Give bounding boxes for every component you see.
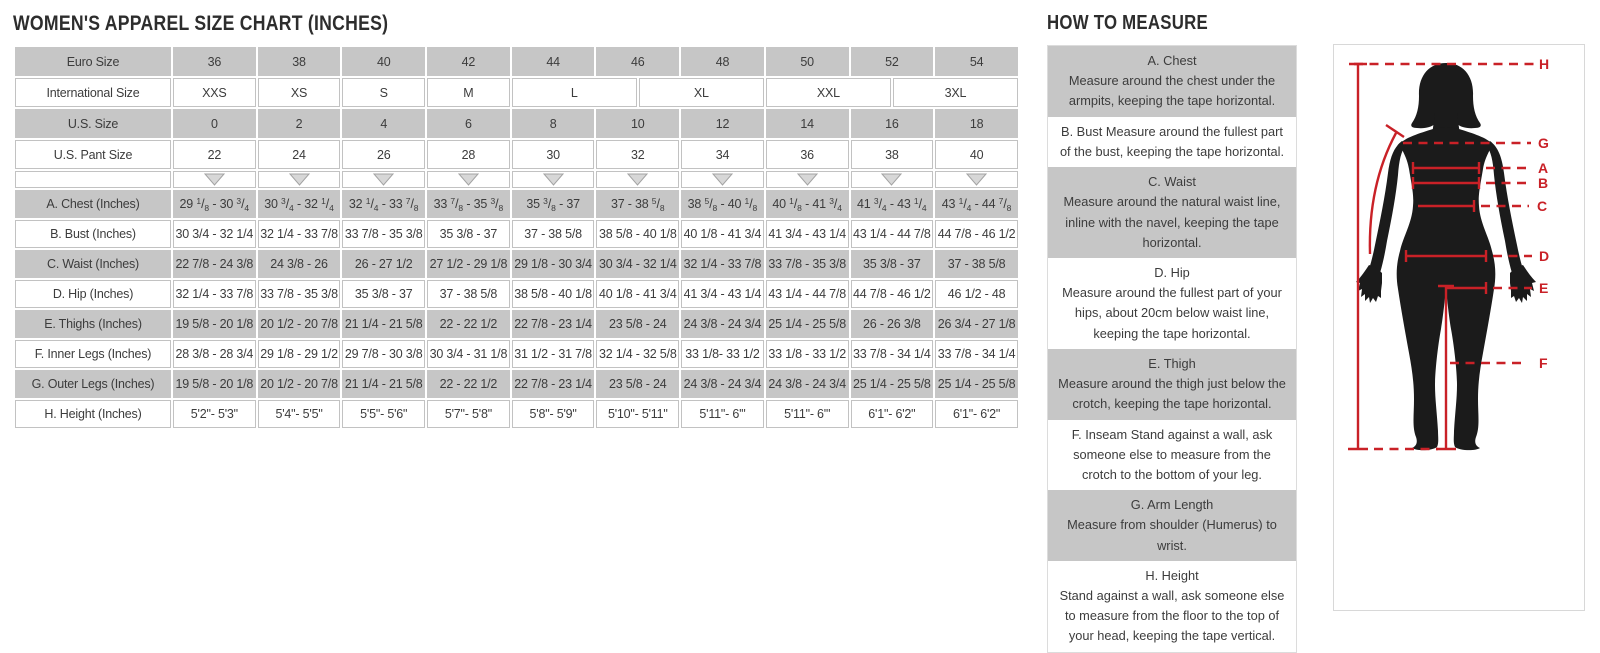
measurement-cell: 26 3/4 - 27 1/8 (935, 310, 1018, 338)
size-cell: 30 (512, 140, 595, 169)
measurement-cell: 5'10"- 5'11" (596, 400, 679, 428)
measurement-cell: 29 $^1/_8 - 30$ $^3/_4$ (173, 190, 256, 218)
size-chart-section (13, 8, 1020, 430)
measure-item-h-height (1048, 561, 1296, 652)
measurement-cell: 41 3/4 - 43 1/4 (681, 280, 764, 308)
measurement-cell: 32 1/4 - 33 7/8 (681, 250, 764, 278)
measurement-cell: 21 1/4 - 21 5/8 (342, 370, 425, 398)
measurement-cell: 24 3/8 - 24 3/4 (681, 310, 764, 338)
measurement-cell: 32 1/4 - 32 5/8 (596, 340, 679, 368)
row-label: C. Waist (Inches) (15, 250, 171, 278)
size-cell: XXS (173, 78, 256, 107)
size-chart-table (13, 45, 1020, 430)
measurement-row-c-waist-inches (15, 250, 1018, 278)
size-cell: 50 (766, 47, 849, 76)
size-cell: 40 (935, 140, 1018, 169)
row-label: U.S. Pant Size (15, 140, 171, 169)
measurement-cell: 33 7/8 - 35 3/8 (342, 220, 425, 248)
size-cell: S (342, 78, 425, 107)
size-cell: 32 (596, 140, 679, 169)
measure-item-title: G. Arm Length (1130, 497, 1214, 513)
size-row-u-s-pant-size (15, 140, 1018, 169)
measurement-cell: 43 1/4 - 44 7/8 (766, 280, 849, 308)
measurement-row-g-outer-legs-inches (15, 370, 1018, 398)
measurement-cell: 35 3/8 - 37 (342, 280, 425, 308)
row-label: D. Hip (Inches) (15, 280, 171, 308)
measurement-cell: 20 1/2 - 20 7/8 (258, 310, 341, 338)
measurement-cell: 30 3/4 - 31 1/8 (427, 340, 510, 368)
size-cell: 54 (935, 47, 1018, 76)
column-marker-cell (173, 171, 256, 188)
measurement-cell: 30 $^3/_4 - 32$ $^1/_4$ (258, 190, 341, 218)
measurement-cell: 37 - 38 5/8 (935, 250, 1018, 278)
size-row-euro-size (15, 47, 1018, 76)
size-cell: 28 (427, 140, 510, 169)
row-label: Euro Size (15, 47, 171, 76)
measurement-cell: 5'11"- 6'" (681, 400, 764, 428)
measure-item-c-waist (1048, 167, 1296, 258)
measure-item-title: E. Thigh (1148, 355, 1196, 371)
measurement-cell: 5'7"- 5'8" (427, 400, 510, 428)
row-label: U.S. Size (15, 109, 171, 138)
down-triangle-icon (373, 173, 394, 186)
measurement-cell: 33 7/8 - 35 3/8 (258, 280, 341, 308)
measurement-cell: 6'1"- 6'2" (935, 400, 1018, 428)
measurement-cell: 19 5/8 - 20 1/8 (173, 310, 256, 338)
measurement-cell: 25 1/4 - 25 5/8 (851, 370, 934, 398)
down-triangle-icon (543, 173, 564, 186)
measurement-cell: 33 1/8- 33 1/2 (681, 340, 764, 368)
column-marker-cell (512, 171, 595, 188)
measurement-cell: 5'11"- 6'" (766, 400, 849, 428)
size-row-u-s-size (15, 109, 1018, 138)
measurement-cell: 30 3/4 - 32 1/4 (596, 250, 679, 278)
how-to-measure-title: HOW TO MEASURE (1047, 12, 1208, 34)
measure-item-text: Stand against a wall, ask someone else to measure from the floor to the top of your head, keeping the tape vertical. (1059, 588, 1285, 644)
measurement-cell: 43 $^1/_4 - 44$ $^7/_8$ (935, 190, 1018, 218)
measurement-cell: 32 $^1/_4 - 33$ $^7/_8$ (342, 190, 425, 218)
size-cell: 18 (935, 109, 1018, 138)
size-cell: L (512, 78, 637, 107)
column-marker-cell (851, 171, 934, 188)
column-marker-cell (681, 171, 764, 188)
size-cell: XS (258, 78, 341, 107)
measure-item-b-bust: B. Bust Measure around the fullest part of the bust, keeping the tape horizontal. (1059, 123, 1285, 159)
measurement-cell: 32 1/4 - 33 7/8 (258, 220, 341, 248)
label-a: A (1538, 160, 1549, 176)
measurement-cell: 5'4"- 5'5" (258, 400, 341, 428)
measurement-cell: 29 1/8 - 29 1/2 (258, 340, 341, 368)
measurement-cell: 37 - 38 $^5/_8$ (596, 190, 679, 218)
column-marker-row (15, 171, 1018, 188)
measurement-cell: 24 3/8 - 26 (258, 250, 341, 278)
measurement-cell: 24 3/8 - 24 3/4 (681, 370, 764, 398)
size-cell: 26 (342, 140, 425, 169)
size-cell: 22 (173, 140, 256, 169)
measurement-cell: 22 7/8 - 23 1/4 (512, 310, 595, 338)
measurement-cell: 22 - 22 1/2 (427, 310, 510, 338)
measurement-cell: 41 3/4 - 43 1/4 (766, 220, 849, 248)
measurement-cell: 31 1/2 - 31 7/8 (512, 340, 595, 368)
measurement-cell: 23 5/8 - 24 (596, 310, 679, 338)
row-label: G. Outer Legs (Inches) (15, 370, 171, 398)
column-marker-cell (935, 171, 1018, 188)
measurement-cell: 23 5/8 - 24 (596, 370, 679, 398)
size-cell: 0 (173, 109, 256, 138)
label-g: G (1538, 135, 1549, 151)
size-cell: 46 (596, 47, 679, 76)
column-marker-cell (342, 171, 425, 188)
measurement-cell: 41 $^3/_4 - 43$ $^1/_4$ (851, 190, 934, 218)
size-cell: 12 (681, 109, 764, 138)
size-cell: 42 (427, 47, 510, 76)
row-label: E. Thighs (Inches) (15, 310, 171, 338)
measurement-cell: 38 5/8 - 40 1/8 (512, 280, 595, 308)
column-marker-cell (258, 171, 341, 188)
measurement-cell: 26 - 27 1/2 (342, 250, 425, 278)
size-cell: M (427, 78, 510, 107)
size-cell: 10 (596, 109, 679, 138)
size-cell: 52 (851, 47, 934, 76)
label-h: H (1539, 56, 1550, 72)
measurement-cell: 32 1/4 - 33 7/8 (173, 280, 256, 308)
label-c: C (1537, 198, 1548, 214)
measurement-cell: 27 1/2 - 29 1/8 (427, 250, 510, 278)
measurement-cell: 38 $^5/_8 - 40$ $^1/_8$ (681, 190, 764, 218)
size-cell: 24 (258, 140, 341, 169)
size-chart-title: WOMEN'S APPAREL SIZE CHART (INCHES) (13, 12, 389, 35)
column-marker-cell (766, 171, 849, 188)
size-cell: 16 (851, 109, 934, 138)
size-row-international-size (15, 78, 1018, 107)
measure-item-text: Measure around the chest under the armpits, keeping the tape horizontal. (1068, 73, 1276, 109)
measurement-cell: 28 3/8 - 28 3/4 (173, 340, 256, 368)
measurement-cell: 26 - 26 3/8 (851, 310, 934, 338)
measurement-cell: 5'2"- 5'3" (173, 400, 256, 428)
measurement-cell: 21 1/4 - 21 5/8 (342, 310, 425, 338)
right-hand-shape (1510, 265, 1536, 303)
measurement-cell: 44 7/8 - 46 1/2 (851, 280, 934, 308)
measure-item-text: Measure around the thigh just below the crotch, keeping the tape horizontal. (1058, 376, 1286, 412)
measure-item-text: Measure from shoulder (Humerus) to wrist. (1067, 517, 1277, 553)
measurement-cell: 44 7/8 - 46 1/2 (935, 220, 1018, 248)
down-triangle-icon (881, 173, 902, 186)
measurement-diagram-panel (1333, 44, 1585, 611)
measurement-cell: 38 5/8 - 40 1/8 (596, 220, 679, 248)
down-triangle-icon (797, 173, 818, 186)
down-triangle-icon (204, 173, 225, 186)
size-cell: 36 (173, 47, 256, 76)
size-cell: 38 (258, 47, 341, 76)
measurement-cell: 40 1/8 - 41 3/4 (596, 280, 679, 308)
label-f: F (1539, 355, 1548, 371)
measure-item-a-chest (1048, 46, 1296, 117)
how-to-measure-section (1047, 12, 1297, 653)
measure-item-title: C. Waist (1148, 174, 1196, 190)
measurement-cell: 37 - 38 5/8 (512, 220, 595, 248)
down-triangle-icon (458, 173, 479, 186)
row-label (15, 171, 171, 188)
measurement-cell: 35 3/8 - 37 (427, 220, 510, 248)
row-label: H. Height (Inches) (15, 400, 171, 428)
size-cell: 38 (851, 140, 934, 169)
measurement-cell: 22 - 22 1/2 (427, 370, 510, 398)
label-b: B (1538, 175, 1549, 191)
measurement-cell: 33 7/8 - 34 1/4 (851, 340, 934, 368)
size-cell: 2 (258, 109, 341, 138)
measurement-cell: 5'5"- 5'6" (342, 400, 425, 428)
measurement-cell: 40 1/8 - 41 3/4 (681, 220, 764, 248)
measurement-cell: 33 $^7/_8 - 35$ $^3/_8$ (427, 190, 510, 218)
measurement-cell: 20 1/2 - 20 7/8 (258, 370, 341, 398)
measurement-row-d-hip-inches (15, 280, 1018, 308)
size-cell: 3XL (893, 78, 1018, 107)
measurement-cell: 33 7/8 - 34 1/4 (935, 340, 1018, 368)
measure-item-title: A. Chest (1147, 53, 1197, 68)
measurement-cell: 22 7/8 - 23 1/4 (512, 370, 595, 398)
row-label: F. Inner Legs (Inches) (15, 340, 171, 368)
size-cell: 8 (512, 109, 595, 138)
measure-item-text: Measure around the natural waist line, inline with the navel, keeping the tape horizontal. (1063, 194, 1281, 250)
measurement-cell: 33 7/8 - 35 3/8 (766, 250, 849, 278)
measurement-cell: 40 $^1/_8 - 41$ $^3/_4$ (766, 190, 849, 218)
size-cell: 4 (342, 109, 425, 138)
size-cell: 44 (512, 47, 595, 76)
measurement-labels (1537, 56, 1549, 371)
measurement-row-f-inner-legs-inches (15, 340, 1018, 368)
measurement-cell: 43 1/4 - 44 7/8 (851, 220, 934, 248)
measure-item-title: D. Hip (1154, 264, 1190, 280)
measurement-cell: 35 3/8 - 37 (851, 250, 934, 278)
measure-item-text: Measure around the fullest part of your hips, about 20cm below waist line, keeping the tape horizontal. (1062, 285, 1282, 341)
measurement-cell: 5'8"- 5'9" (512, 400, 595, 428)
measure-item-f-inseam: F. Inseam Stand against a wall, ask someone else to measure from the crotch to the bottom of your leg. (1071, 426, 1273, 482)
label-e: E (1539, 280, 1549, 296)
measurement-diagram (1334, 45, 1584, 610)
measurement-cell: 46 1/2 - 48 (935, 280, 1018, 308)
size-cell: 48 (681, 47, 764, 76)
measure-item-e-thigh (1048, 349, 1296, 420)
measurement-cell: 25 1/4 - 25 5/8 (935, 370, 1018, 398)
column-marker-cell (427, 171, 510, 188)
measurement-cell: 29 7/8 - 30 3/8 (342, 340, 425, 368)
row-label: A. Chest (Inches) (15, 190, 171, 218)
measurement-cell: 35 $^3/_8 - 37$ (512, 190, 595, 218)
label-d: D (1539, 248, 1550, 264)
measurement-cell: 22 7/8 - 24 3/8 (173, 250, 256, 278)
measure-instruction-list (1047, 45, 1297, 653)
size-cell: 40 (342, 47, 425, 76)
row-label: B. Bust (Inches) (15, 220, 171, 248)
down-triangle-icon (966, 173, 987, 186)
measurement-row-b-bust-inches (15, 220, 1018, 248)
measurement-cell: 33 1/8 - 33 1/2 (766, 340, 849, 368)
down-triangle-icon (289, 173, 310, 186)
size-cell: 34 (681, 140, 764, 169)
measurement-cell: 30 3/4 - 32 1/4 (173, 220, 256, 248)
left-hand-shape (1356, 265, 1382, 303)
size-cell: XXL (766, 78, 891, 107)
measurement-row-a-chest-inches (15, 190, 1018, 218)
down-triangle-icon (627, 173, 648, 186)
measure-item-d-hip (1048, 258, 1296, 349)
measure-item-title: H. Height (1145, 567, 1199, 583)
down-triangle-icon (712, 173, 733, 186)
measurement-cell: 6'1"- 6'2" (851, 400, 934, 428)
measurement-cell: 25 1/4 - 25 5/8 (766, 310, 849, 338)
measurement-cell: 37 - 38 5/8 (427, 280, 510, 308)
measurement-cell: 24 3/8 - 24 3/4 (766, 370, 849, 398)
row-label: International Size (15, 78, 171, 107)
measurement-row-h-height-inches (15, 400, 1018, 428)
measure-item-g-arm-length (1048, 490, 1296, 561)
size-cell: XL (639, 78, 764, 107)
size-cell: 36 (766, 140, 849, 169)
column-marker-cell (596, 171, 679, 188)
measurement-row-e-thighs-inches (15, 310, 1018, 338)
size-cell: 6 (427, 109, 510, 138)
size-cell: 14 (766, 109, 849, 138)
measurement-cell: 19 5/8 - 20 1/8 (173, 370, 256, 398)
measurement-cell: 29 1/8 - 30 3/4 (512, 250, 595, 278)
